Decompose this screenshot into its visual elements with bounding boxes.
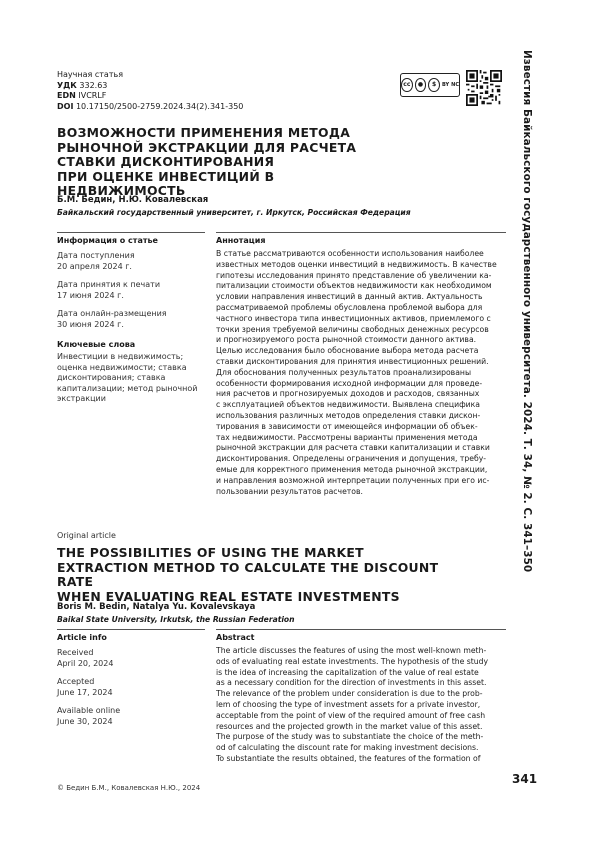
license-by-label: BY [441,82,450,88]
divider [57,629,205,630]
keywords-ru: Инвестиции в недвижимость; оценка недвижимости; ставка дисконтирования; ставка капитализации; метод рыночной экстракции [57,352,198,403]
edn-line: EDN IVCRLF [57,91,107,100]
info-heading-ru: Информация о статье [57,236,158,245]
article-metadata [57,70,243,112]
abstract-line: The purpose of the study was to substantiate the choice of the meth- [216,732,484,742]
abstract-line: условии направления инвестиций в данный актив. Актуальность [216,292,483,302]
copyright: © Бедин Б.М., Ковалевская Н.Ю., 2024 [57,784,201,792]
abstract-line: The article discusses the features of using the most well-known meth- [216,646,487,655]
abstract-line: od of calculating the discount rate for making investment decisions. [216,743,479,753]
cc-license-badge[interactable] [400,73,460,97]
abstract-line: частного инвестора типа инвестиционных активов, приемлемого с [216,313,491,323]
authors-ru: Б.М. Бедин, Н.Ю. Ковалевская [57,195,209,205]
abstract-line: The relevance of the problem under consideration is due to the prob- [216,689,483,699]
page-number: 341 [512,772,538,786]
abstract-line: гипотезы исследования принято представление об увеличении ка- [216,270,492,280]
abstract-line: питализации стоимости объектов недвижимости как необходимом [216,281,492,291]
title-en-line: EXTRACTION METHOD TO CALCULATE THE DISCOUNT RATE [57,559,439,589]
keywords-heading-ru: Ключевые слова [57,340,136,349]
title-ru-line: ПРИ ОЦЕНКЕ ИНВЕСТИЦИЙ В НЕДВИЖИМОСТЬ [57,168,275,198]
abstract-line: пользовании результатов расчетов. [216,486,363,496]
abstract-line: resources and the projected growth in the market value of this asset. [216,721,483,731]
abstract-line: lem of choosing the type of investment assets for a private investor, [216,699,481,709]
affiliation-en: Baikal State University, Irkutsk, the Russian Federation [57,615,295,624]
title-ru-line: СТАВКИ ДИСКОНТИРОВАНИЯ [57,154,275,169]
abstract-line: acceptable from the point of view of the required amount of free cash [216,710,486,720]
title-en-line: WHEN EVALUATING REAL ESTATE INVESTMENTS [57,588,400,604]
divider [57,232,205,233]
abstract-line: и направления возможной интерпретации полученных при его ис- [216,475,490,485]
date-accepted-ru: Дата принятия к печати 17 июня 2024 г. [57,280,161,300]
by-icon: ● [415,78,427,92]
abstract-line: ставки дисконтирования для принятия инвестиционных решений. [216,356,489,366]
date-online-ru: Дата онлайн-размещения 30 июня 2024 г. [57,309,167,329]
abstract-line: Целью исследования было обоснование выбора метода расчета [216,346,479,356]
article-type-en: Original article [57,531,116,540]
abstract-line: дисконтирования. Определены ограничения и допущения, требу- [216,454,487,464]
date-online-en: Available online June 30, 2024 [57,706,121,726]
abstract-line: известных методов оценки инвестиций в недвижимость. В качестве [216,259,497,269]
abstract-line: с эксплуатацией объектов недвижимости. Выявлена специфика [216,400,481,410]
abstract-line: особенности формирования исходной информации для проведе- [216,378,483,388]
abstract-line: использования различных методов определения ставки дискон- [216,410,481,420]
doi-line: DOI 10.17150/2500-2759.2024.34(2).341-350 [57,101,244,111]
abstract-line: рассматриваемой проблемы обусловлена проблемой выбора для [216,302,483,312]
abstract-heading-en: Abstract [216,633,255,642]
abstract-line: и прогнозируемого роста рыночной стоимости данного актива. [216,335,477,345]
license-nc-label: NC [451,82,459,88]
abstract-line: В статье рассматриваются особенности использования наиболее [216,249,484,258]
abstract-line: емые для корректного применения метода рыночной экстракции, [216,464,488,474]
date-accepted-en: Accepted June 17, 2024 [57,677,113,697]
abstract-line: Для обоснования полученных результатов проанализированы [216,367,472,377]
title-ru-line: ВОЗМОЖНОСТИ ПРИМЕНЕНИЯ МЕТОДА [57,125,351,140]
divider [216,232,506,233]
abstract-line: тирования в зависимости от имеющейся информации об объек- [216,421,478,431]
affiliation-ru: Байкальский государственный университет, г. Иркутск, Российская Федерация [57,208,411,217]
abstract-en [216,646,506,765]
abstract-line: ods of evaluating real estate investments. The hypothesis of the study [216,656,489,666]
title-ru [57,126,387,199]
abstract-line: рыночной экстракции для расчета ставки капитализации и ставки [216,443,490,453]
abstract-line: тах недвижимости. Рассмотрены варианты применения метода [216,432,478,442]
abstract-line: is the idea of increasing the capitalization of the value of real estate [216,667,479,677]
journal-running-title-text: Известия Байкальского государственного университета. 2024. Т. 34, № 2. С. 341–350 [521,50,533,573]
abstract-ru [216,249,506,497]
info-heading-en: Article info [57,633,107,642]
nc-icon: $ [428,78,440,92]
date-received-ru: Дата поступления 20 апреля 2024 г. [57,251,135,271]
abstract-line: ния расчетов и прогнозируемых доходов и расходов, связанных [216,389,480,399]
title-ru-line: РЫНОЧНОЙ ЭКСТРАКЦИИ ДЛЯ РАСЧЕТА [57,139,357,155]
udk-line: УДК 332.63 [57,80,108,90]
divider [216,629,506,630]
title-en [57,546,477,604]
title-en-line: THE POSSIBILITIES OF USING THE MARKET [57,545,364,560]
cc-icon: cc [401,78,413,92]
abstract-heading-ru: Аннотация [216,236,266,245]
abstract-line: точки зрения требуемой величины свободных денежных ресурсов [216,324,489,334]
abstract-line: as a necessary condition for the direction of investments in this asset. [216,678,487,688]
qr-code-icon[interactable] [466,70,502,106]
abstract-line: To substantiate the results obtained, the features of the formation of [216,753,481,763]
article-type: Научная статья [57,70,124,79]
date-received-en: Received April 20, 2024 [57,648,114,668]
authors-en: Boris M. Bedin, Natalya Yu. Kovalevskaya [57,602,256,612]
journal-running-title [506,50,546,573]
